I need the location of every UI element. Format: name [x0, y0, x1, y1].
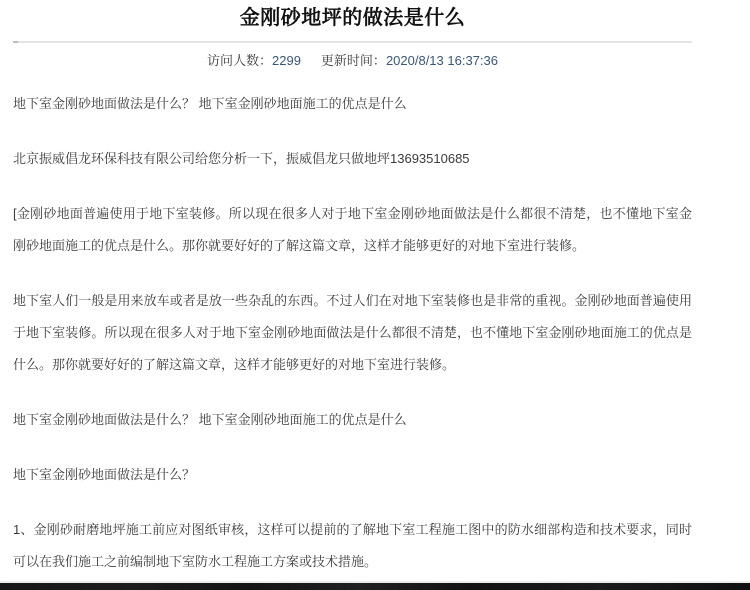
- paragraph: 地下室人们一般是用来放车或者是放一些杂乱的东西。不过人们在对地下室装修也是非常的重视。金刚砂地面普遍使用于地下室装修。所以现在很多人对于地下室金刚砂地面做法是什么都很不清楚，也不懂地下室金刚砂地面施工的优点是什么。那你就要好好的了解这篇文章，这样才能够更好的对地下室进行装修。: [13, 293, 692, 372]
- paragraph: 1、金刚砂耐磨地坪施工前应对图纸审核，这样可以提前的了解地下室工程施工图中的防水细部构造和技术要求，同时可以在我们施工之前编制地下室防水工程施工方案或技术措施。: [13, 522, 692, 569]
- article-meta: [13, 53, 692, 69]
- bottom-edge-strip: [0, 581, 750, 590]
- article-body: [13, 88, 692, 578]
- updated-timestamp: 2020/8/13 16:37:36: [385, 53, 498, 68]
- visits-label: 访问人数：: [206, 53, 272, 68]
- paragraph: 地下室金刚砂地面做法是什么？ 地下室金刚砂地面施工的优点是什么: [13, 96, 407, 111]
- paragraph: [金刚砂地面普遍使用于地下室装修。所以现在很多人对于地下室金刚砂地面做法是什么都很不清楚，也不懂地下室金刚砂地面施工的优点是什么。那你就要好好的了解这篇文章，这样才能够更好的对地下室进行装修。: [13, 206, 692, 253]
- page-title: 金刚砂地坪的做法是什么: [239, 7, 466, 29]
- paragraph: 地下室金刚砂地面做法是什么？ 地下室金刚砂地面施工的优点是什么: [13, 412, 407, 427]
- updated-label: 更新时间：: [320, 53, 386, 68]
- paragraph: 北京振威倡龙环保科技有限公司给您分析一下，振威倡龙只做地坪13693510685: [13, 151, 470, 166]
- title-divider: [13, 41, 692, 43]
- paragraph: 地下室金刚砂地面做法是什么？: [13, 467, 196, 482]
- visits-count: 2299: [272, 53, 301, 68]
